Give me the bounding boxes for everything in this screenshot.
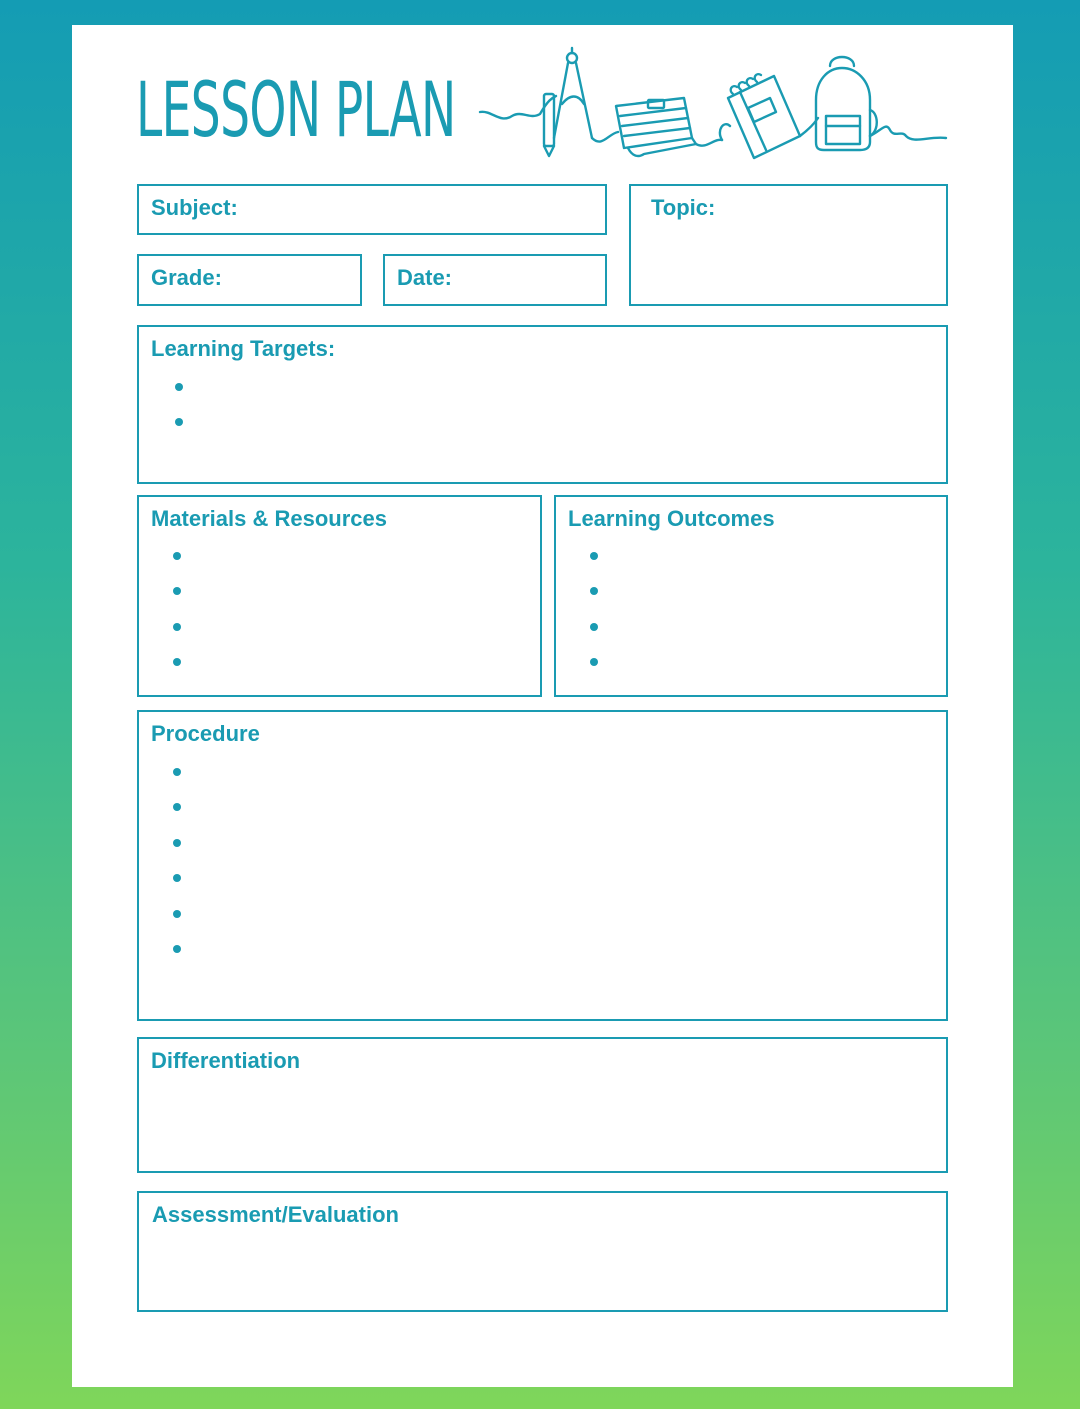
compass-pencil-icon [544, 48, 592, 156]
assessment-section[interactable] [137, 1191, 948, 1312]
notebook-icon [720, 74, 800, 158]
differentiation-section[interactable] [137, 1037, 948, 1173]
procedure-label: Procedure [151, 721, 260, 746]
grade-label: Grade: [151, 265, 222, 290]
differentiation-label: Differentiation [151, 1048, 301, 1073]
outcomes-section[interactable] [554, 495, 948, 697]
page-title: LESSON PLAN [136, 65, 456, 154]
grade-field[interactable] [137, 254, 362, 306]
school-supplies-doodle [478, 40, 950, 168]
books-icon [616, 98, 696, 156]
date-field[interactable] [383, 254, 607, 306]
topic-field[interactable] [629, 184, 948, 306]
outcomes-label: Learning Outcomes [568, 506, 775, 531]
date-label: Date: [397, 265, 453, 290]
assessment-label: Assessment/Evaluation [152, 1202, 399, 1227]
materials-section[interactable] [137, 495, 542, 697]
materials-label: Materials & Resources [151, 506, 387, 531]
backpack-icon [816, 57, 877, 150]
procedure-section[interactable] [137, 710, 948, 1021]
subject-field[interactable] [137, 184, 607, 235]
learning-targets-label: Learning Targets: [151, 336, 336, 361]
subject-label: Subject: [151, 195, 238, 220]
topic-label: Topic: [651, 195, 716, 220]
learning-targets-section[interactable] [137, 325, 948, 484]
